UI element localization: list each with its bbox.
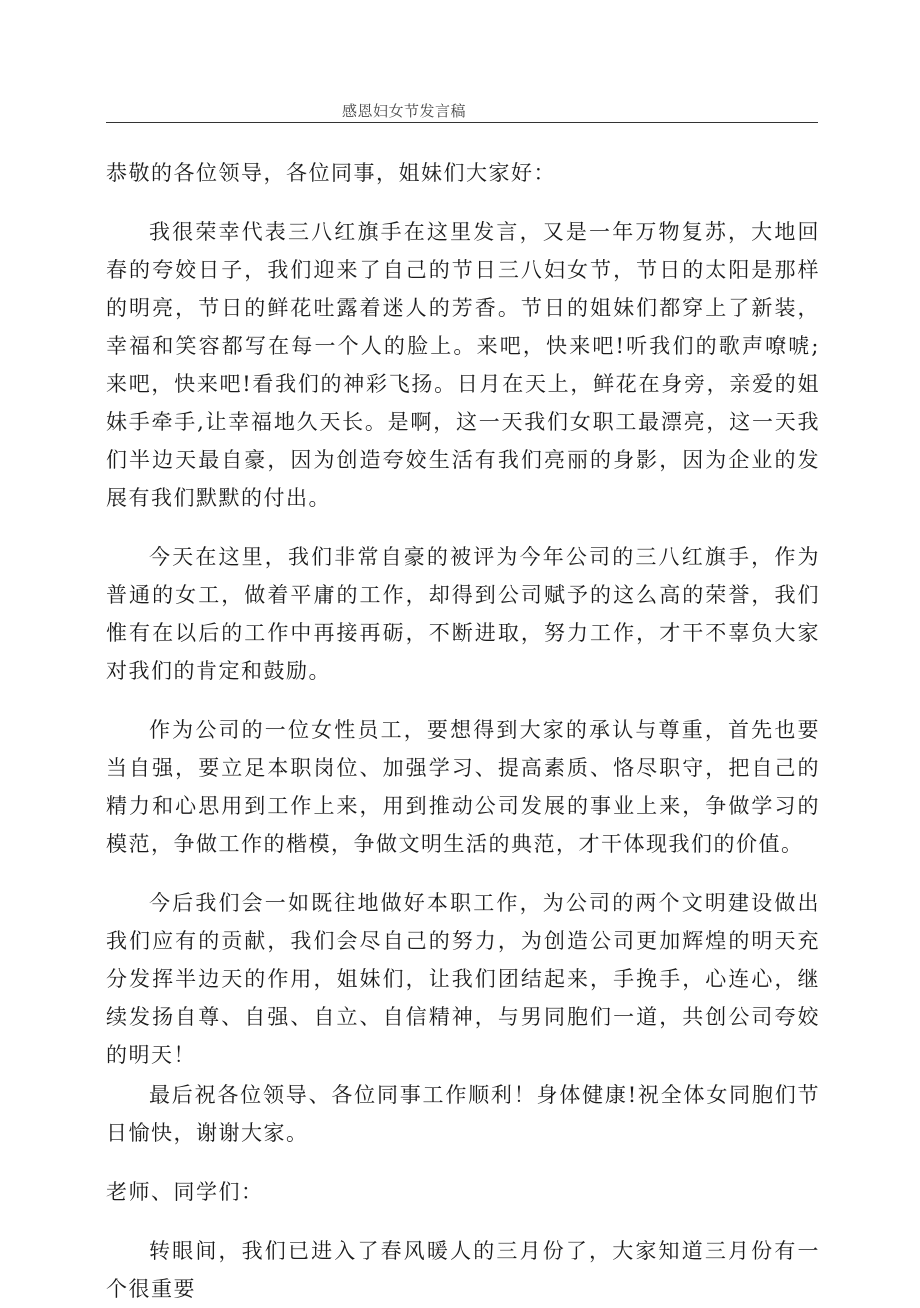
paragraph-6: 转眼间，我们已进入了春风暖人的三月份了，大家知道三月份有一个很重要 xyxy=(106,1239,820,1301)
paragraph-5: 最后祝各位领导、各位同事工作顺利！身体健康!祝全体女同胞们节日愉快，谢谢大家。 xyxy=(106,1083,820,1145)
page-header xyxy=(106,102,818,123)
salutation-leaders: 恭敬的各位领导，各位同事，姐妹们大家好： xyxy=(106,161,556,185)
paragraph-4: 今后我们会一如既往地做好本职工作，为公司的两个文明建设做出我们应有的贡献，我们会尽自己的努力，为创造公司更加辉煌的明天充分发挥半边天的作用，姐妹们，让我们团结起来，手挽手，心连心，继续发扬自尊、自强、自立、自信精神，与男同胞们一道，共创公司夸姣的明天！ xyxy=(106,891,820,1067)
paragraph-3: 作为公司的一位女性员工，要想得到大家的承认与尊重，首先也要当自强，要立足本职岗位、加强学习、提高素质、恪尽职守，把自己的精力和心思用到工作上来，用到推动公司发展的事业上来，争做学习的模范，争做工作的楷模，争做文明生活的典范，才干体现我们的价值。 xyxy=(106,718,820,856)
document-body xyxy=(106,154,820,1308)
paragraph-2: 今天在这里，我们非常自豪的被评为今年公司的三八红旗手，作为普通的女工，做着平庸的工作，却得到公司赋予的这么高的荣誉，我们惟有在以后的工作中再接再砺，不断进取，努力工作，才干不辜负大家对我们的肯定和鼓励。 xyxy=(106,545,820,683)
paragraph-1: 我很荣幸代表三八红旗手在这里发言，又是一年万物复苏，大地回春的夸姣日子，我们迎来了自己的节日三八妇女节，节日的太阳是那样的明亮，节日的鲜花吐露着迷人的芳香。节日的姐妹们都穿上了新装，幸福和笑容都写在每一个人的脸上。来吧，快来吧!听我们的歌声嘹唬;来吧，快来吧!看我们的神彩飞扬。日月在天上，鲜花在身旁，亲爱的姐妹手牵手,让幸福地久天长。是啊，这一天我们女职工最漂亮，这一天我们半边天最自豪，因为创造夸姣生活有我们亮丽的身影，因为企业的发展有我们默默的付出。 xyxy=(106,220,820,510)
salutation-teachers: 老师、同学们： xyxy=(106,1180,264,1204)
header-title: 感恩妇女节发言稿 xyxy=(342,102,467,120)
